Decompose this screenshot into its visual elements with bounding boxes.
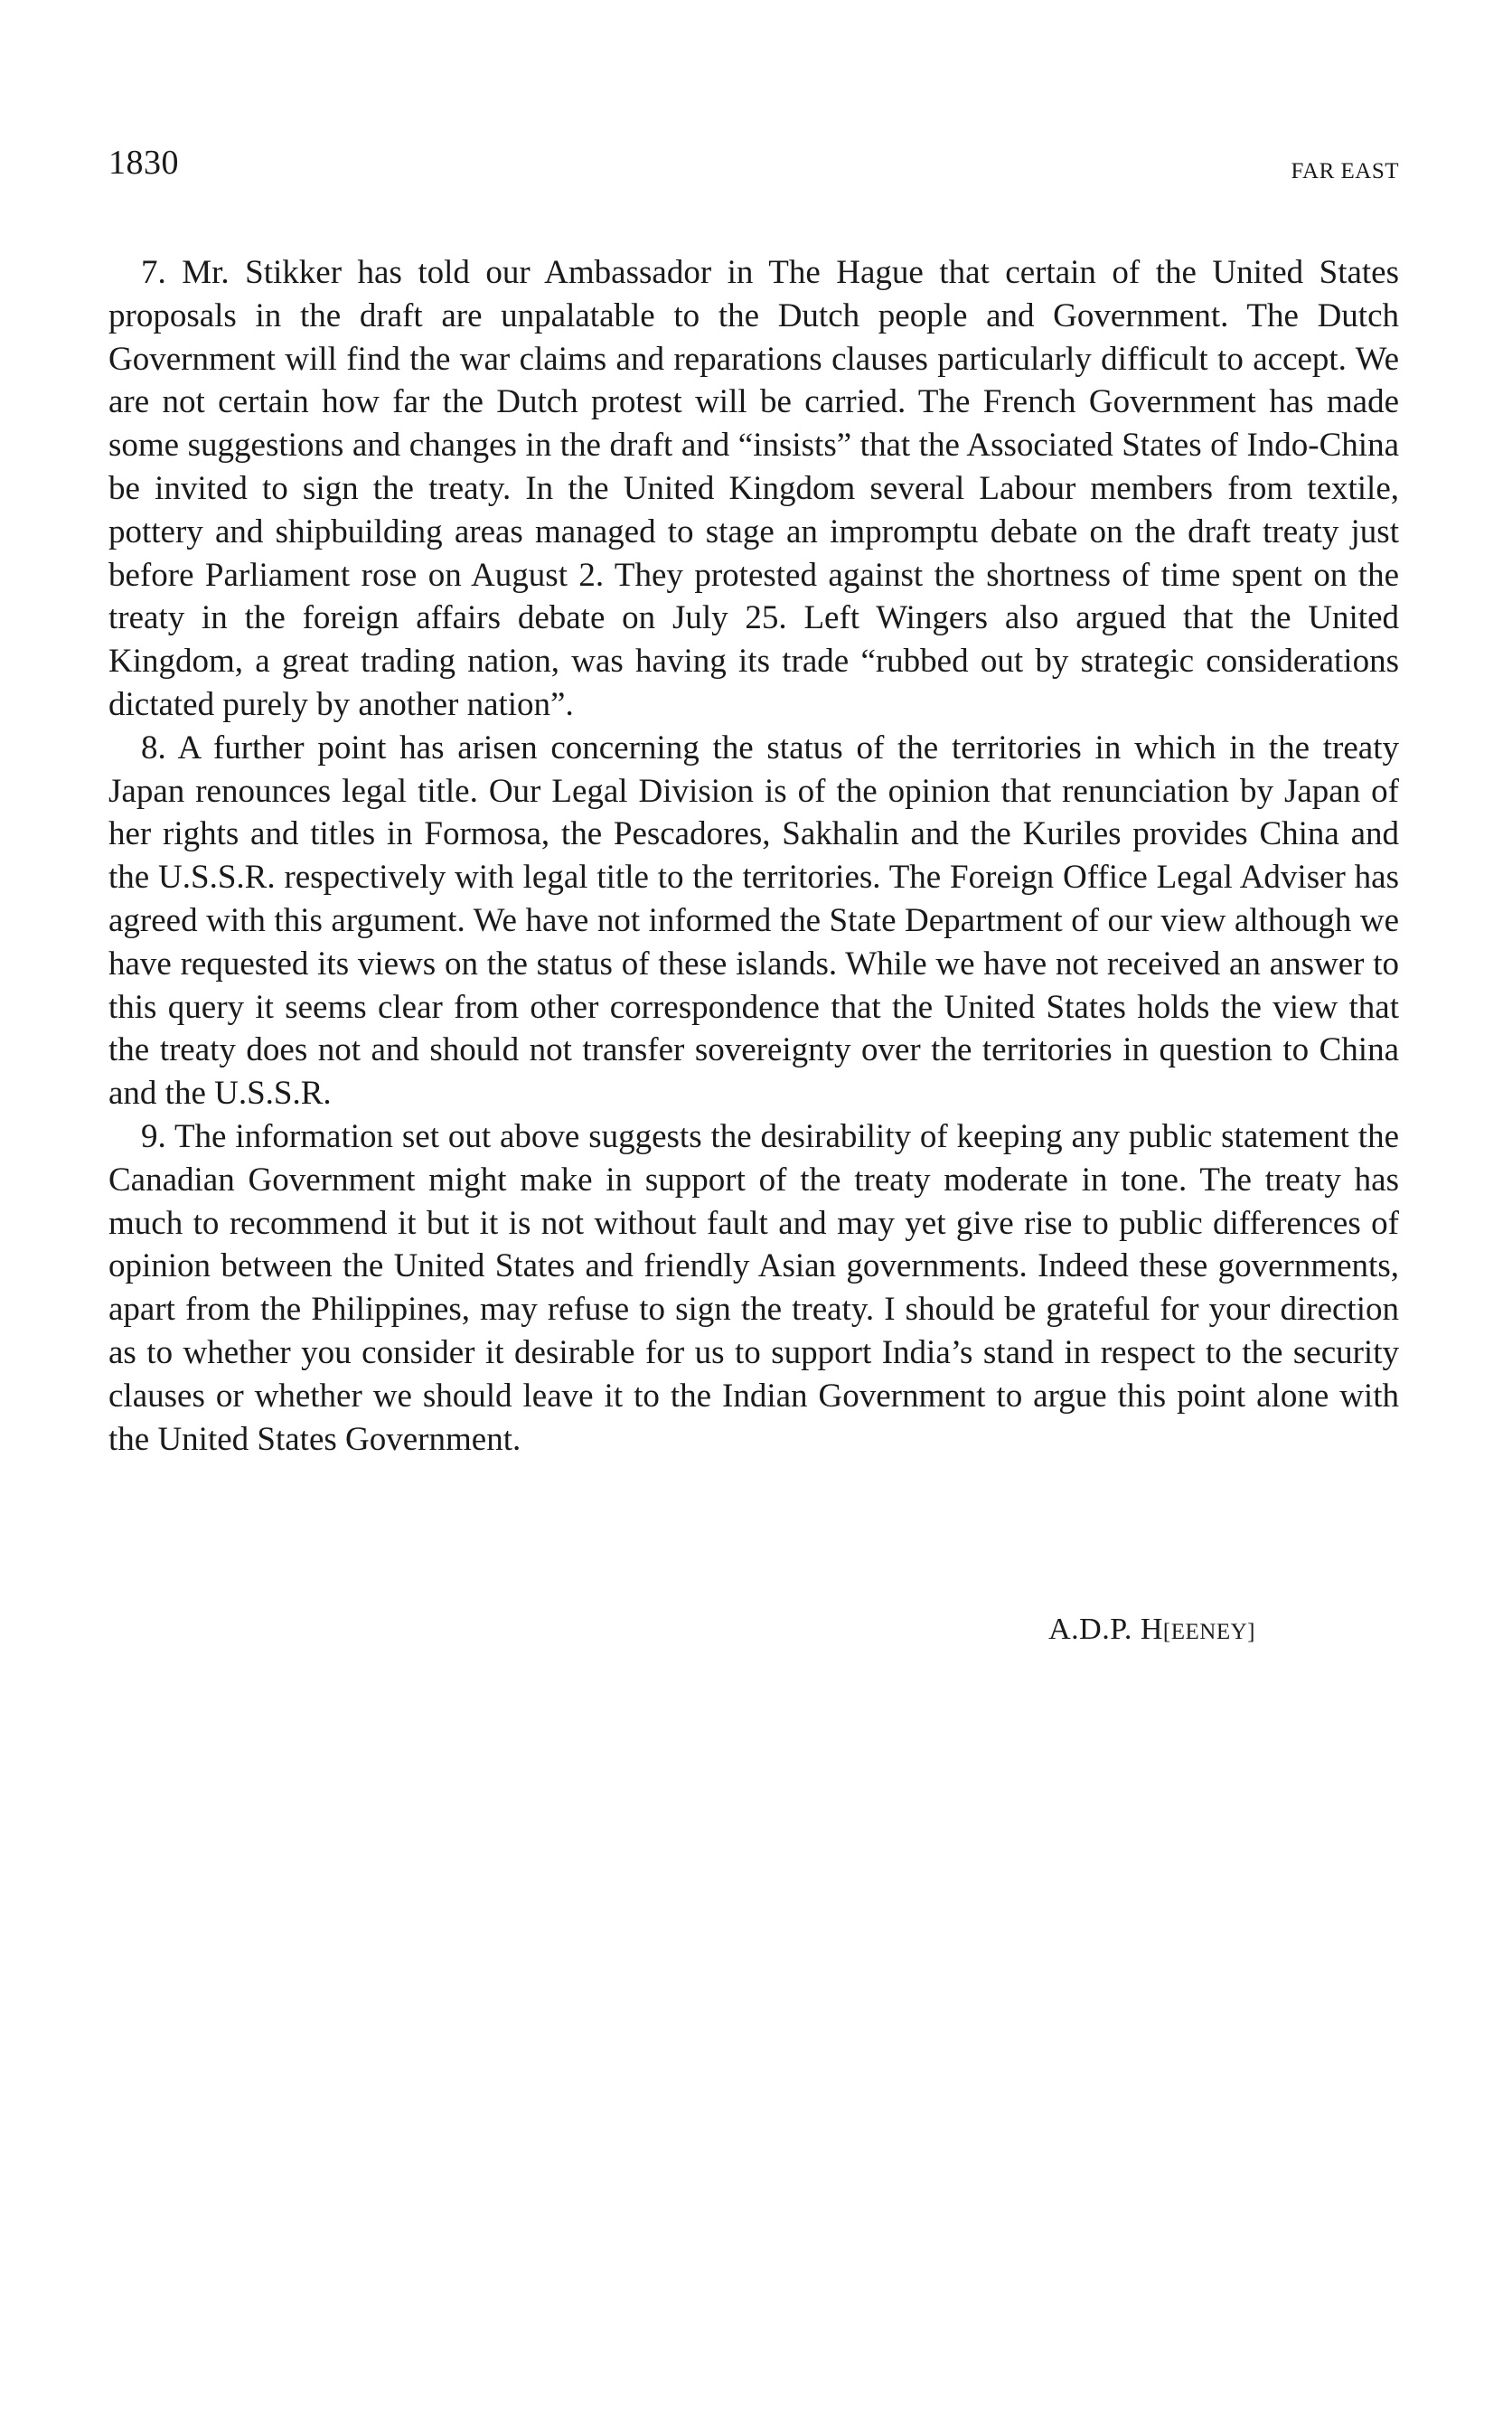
paragraph-7: 7. Mr. Stikker has told our Ambassador in The Hague that certain of the United States proposals in the draft are unpalatable to the Dutch people and Government. The Dutch Government will find the war claims and reparations clauses particularly difficult to accept. We are not certain how far the Dutch protest will be carried. The French Government has made some suggestions and changes in the draft and “insists” that the Associated States of Indo-China be invited to sign the treaty. In the United Kingdom several Labour members from textile, pottery and shipbuilding areas managed to stage an impromptu debate on the draft treaty just before Parliament rose on August 2. They protested against the shortness of time spent on the treaty in the foreign affairs debate on July 25. Left Wingers also argued that the United Kingdom, a great trading nation, was having its trade “rubbed out by strategic considerations dictated purely by another nation”. — [108, 254, 1399, 723]
paragraph-9: 9. The information set out above suggests the desirability of keeping any public statement the Canadian Government might make in support of the treaty moderate in tone. The treaty has much to recommend it but it is not without fault and may yet give rise to public differences of opinion between the United States and friendly Asian governments. Indeed these governments, apart from the Philippines, may refuse to sign the treaty. I should be grateful for your direction as to whether you consider it desirable for us to support India’s stand in respect to the security clauses or whether we should leave it to the Indian Government to argue this point alone with the United States Government. — [108, 1117, 1399, 1458]
signature — [1048, 1613, 1255, 1647]
signature-initials: A.D.P. H — [1048, 1613, 1163, 1646]
page-number: 1830 — [108, 144, 179, 182]
section-title: FAR EAST — [1291, 159, 1399, 183]
running-header — [108, 143, 1399, 188]
body-text — [108, 251, 1399, 1461]
signature-bracketed-name: [EENEY] — [1162, 1620, 1255, 1644]
paragraph-8: 8. A further point has arisen concerning the status of the territories in which in the treaty Japan renounces legal title. Our Legal Division is of the opinion that renunciation by Japan of her rights and titles in Formosa, the Pescadores, Sakhalin and the Kuriles provides China and the U.S.S.R. respectively with legal title to the territories. The Foreign Office Legal Adviser has agreed with this argument. We have not informed the State Department of our view although we have requested its views on the status of these islands. While we have not received an answer to this query it seems clear from other correspondence that the United States holds the view that the treaty does not and should not transfer sovereignty over the territories in question to China and the U.S.S.R. — [108, 729, 1399, 1113]
